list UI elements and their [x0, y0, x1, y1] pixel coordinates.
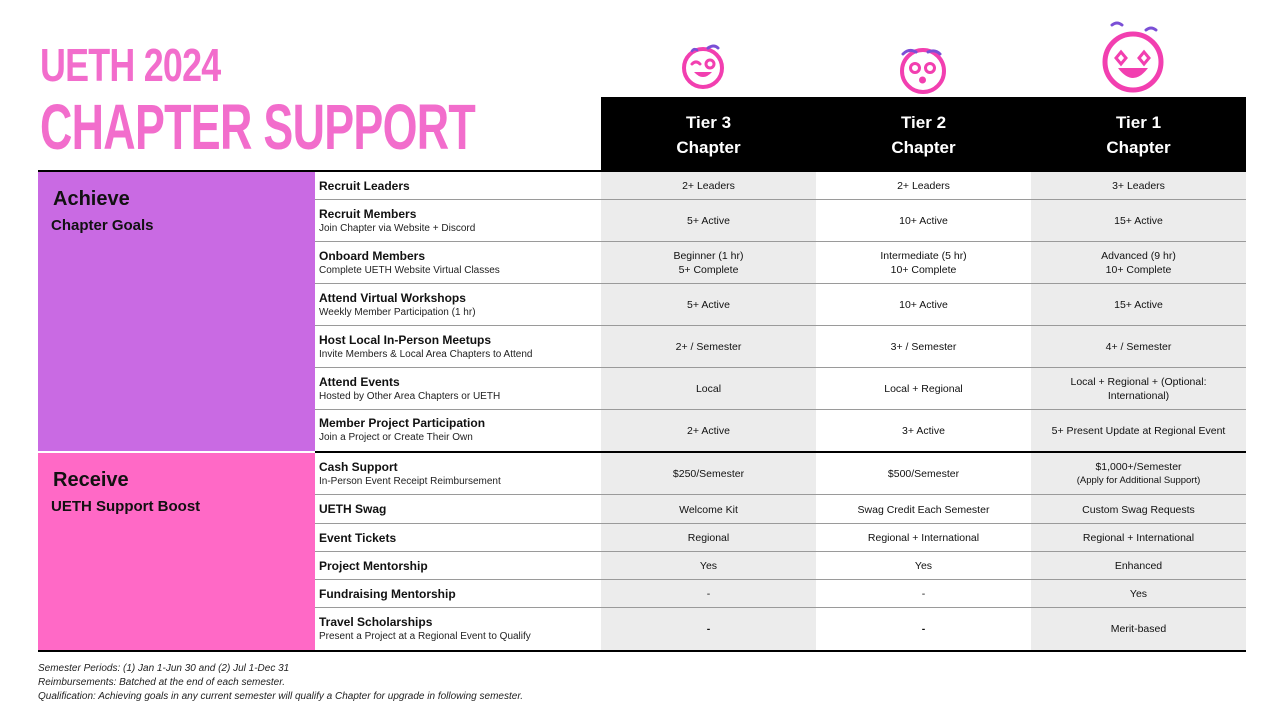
- tier3-value: -: [706, 588, 711, 600]
- tier2-cell: [816, 552, 1031, 580]
- tier-header: [601, 97, 1246, 172]
- table-row: [315, 608, 1246, 650]
- achieve-subtitle: Chapter Goals: [51, 217, 154, 234]
- row-subtitle: Weekly Member Participation (1 hr): [319, 306, 476, 318]
- footnotes: [38, 662, 523, 704]
- tier1-value: 15+ Active: [1114, 299, 1163, 311]
- row-label: [315, 200, 601, 242]
- row-label: [315, 453, 601, 495]
- tier2-cell: [816, 368, 1031, 410]
- tier2-cell: [816, 580, 1031, 608]
- tier3-value: $250/Semester: [672, 468, 745, 480]
- tier-3-chapter: Chapter: [676, 137, 741, 157]
- winking-face-icon: [680, 42, 728, 92]
- tier-2-name: Tier 2: [900, 112, 947, 132]
- tier2-value: Swag Credit Each Semester: [857, 503, 990, 516]
- row-subtitle: Complete UETH Website Virtual Classes: [319, 264, 500, 276]
- row-title: Recruit Members: [319, 206, 417, 221]
- tier3-cell: [601, 284, 816, 326]
- row-label: [315, 410, 601, 451]
- tier1-cell: [1031, 580, 1246, 608]
- row-title: Attend Events: [319, 374, 400, 389]
- tier1-value: 3+ Leaders: [1112, 180, 1165, 192]
- tier2-cell: [816, 200, 1031, 242]
- row-separator: [315, 409, 1246, 410]
- row-title: Host Local In-Person Meetups: [319, 332, 492, 347]
- tier3-cell: [601, 326, 816, 368]
- tier2-value: 10+ Complete: [890, 264, 957, 276]
- tier2-value: -: [921, 623, 926, 635]
- tier3-cell: [601, 453, 816, 495]
- tier1-cell: [1031, 524, 1246, 552]
- row-label: [315, 172, 601, 200]
- tier-2-header: [816, 97, 1031, 172]
- row-separator: [315, 283, 1246, 284]
- tier1-cell: [1031, 200, 1246, 242]
- tier3-value: Local: [695, 383, 722, 395]
- row-label: [315, 368, 601, 410]
- tier1-cell: [1031, 326, 1246, 368]
- tier1-value: 10+ Complete: [1105, 264, 1172, 276]
- tier3-cell: [601, 580, 816, 608]
- tier2-value: 10+ Active: [899, 215, 948, 227]
- tier1-value: Enhanced: [1114, 560, 1163, 572]
- tier2-cell: [816, 172, 1031, 200]
- tier2-cell: [816, 495, 1031, 524]
- table-row: [315, 368, 1246, 410]
- tier2-cell: [816, 410, 1031, 451]
- tier2-value: 3+ / Semester: [890, 341, 957, 353]
- tier2-cell: [816, 326, 1031, 368]
- table-row: [315, 326, 1246, 368]
- tier1-cell: [1031, 284, 1246, 326]
- tier2-value: 10+ Active: [899, 299, 948, 311]
- tier3-cell: [601, 172, 816, 200]
- row-title: Cash Support: [319, 459, 398, 474]
- row-label: [315, 284, 601, 326]
- tier1-value: Local + Regional + (Optional:: [1070, 376, 1207, 388]
- tier3-value: 2+ Active: [687, 424, 730, 437]
- tier3-cell: [601, 495, 816, 524]
- tier1-cell: [1031, 495, 1246, 524]
- table-row: [315, 552, 1246, 580]
- row-separator: [315, 579, 1246, 580]
- tier3-cell: [601, 608, 816, 650]
- tier3-value: Welcome Kit: [679, 503, 738, 516]
- tier-3-header: [601, 97, 816, 172]
- row-separator: [315, 199, 1246, 200]
- row-subtitle: Join Chapter via Website + Discord: [319, 222, 476, 234]
- row-subtitle: Invite Members & Local Area Chapters to Attend: [319, 348, 533, 360]
- tier3-value: 2+ Leaders: [682, 180, 735, 192]
- row-label: [315, 580, 601, 608]
- tier-3-name: Tier 3: [685, 112, 732, 132]
- tier3-value: 2+ / Semester: [675, 341, 742, 353]
- tier1-value: Yes: [1129, 588, 1148, 600]
- row-label: [315, 552, 601, 580]
- row-separator: [315, 607, 1246, 608]
- row-title: Onboard Members: [319, 248, 426, 263]
- tier2-value: 2+ Leaders: [897, 180, 950, 192]
- table-row: [315, 410, 1246, 451]
- tier2-value: -: [921, 588, 926, 600]
- tier3-value: Regional: [687, 532, 730, 544]
- table-bottom-rule: [38, 650, 1246, 652]
- row-label: [315, 495, 601, 524]
- note-reimbursements: Reimbursements: Batched at the end of each semester.: [38, 677, 285, 688]
- tier1-cell: [1031, 172, 1246, 200]
- table-row: [315, 284, 1246, 326]
- tier3-value: -: [706, 623, 711, 635]
- row-subtitle: Join a Project or Create Their Own: [319, 432, 473, 443]
- tier1-value: 5+ Present Update at Regional Event: [1051, 424, 1226, 437]
- note-qualification: Qualification: Achieving goals in any current semester will qualify a Chapter for upgrade in following semester.: [38, 691, 524, 702]
- tier1-cell: [1031, 552, 1246, 580]
- row-title: Recruit Leaders: [319, 178, 410, 193]
- row-subtitle: Present a Project at a Regional Event to Qualify: [319, 630, 531, 642]
- tier3-value: 5+ Active: [687, 215, 730, 227]
- achieve-title: Achieve: [53, 188, 130, 210]
- row-subtitle: In-Person Event Receipt Reimbursement: [319, 475, 501, 487]
- tier-1-header: [1031, 97, 1246, 172]
- tier3-value: Beginner (1 hr): [673, 250, 744, 262]
- row-separator: [315, 367, 1246, 368]
- tier1-value: Custom Swag Requests: [1082, 503, 1195, 516]
- row-separator: [315, 241, 1246, 242]
- tier3-cell: [601, 200, 816, 242]
- row-label: [315, 524, 601, 552]
- tier1-value: Advanced (9 hr): [1101, 250, 1176, 262]
- table-row: [315, 200, 1246, 242]
- row-title: Travel Scholarships: [319, 614, 433, 629]
- row-separator: [315, 523, 1246, 524]
- tier2-value: Local + Regional: [884, 383, 963, 395]
- tier1-value: International): [1107, 390, 1170, 402]
- receive-subtitle: UETH Support Boost: [51, 498, 201, 515]
- row-label: [315, 608, 601, 650]
- tier1-value: 15+ Active: [1114, 215, 1163, 227]
- row-title: Event Tickets: [319, 530, 397, 545]
- surprised-face-icon: [895, 44, 951, 96]
- tier-2-chapter: Chapter: [891, 137, 956, 157]
- table-row: [315, 495, 1246, 524]
- section-divider: [315, 451, 1246, 453]
- tier1-cell: [1031, 453, 1246, 495]
- tier2-value: Yes: [914, 560, 933, 572]
- table-row: [315, 524, 1246, 552]
- tier-1-chapter: Chapter: [1106, 137, 1171, 157]
- tier3-cell: [601, 410, 816, 451]
- tier2-value: Regional + International: [867, 532, 980, 544]
- page-title-line1: UETH 2024: [40, 39, 221, 91]
- tier2-cell: [816, 524, 1031, 552]
- tier1-value: Regional + International: [1082, 532, 1195, 544]
- tier2-value: $500/Semester: [887, 468, 960, 480]
- note-semester-periods: Semester Periods: (1) Jan 1-Jun 30 and (2) Jul 1-Dec 31: [38, 663, 290, 674]
- star-eyes-face-icon: [1100, 20, 1168, 94]
- tier2-cell: [816, 284, 1031, 326]
- row-title: Member Project Participation: [319, 416, 486, 430]
- tier2-cell: [816, 608, 1031, 650]
- page-title-line2: CHAPTER SUPPORT: [40, 91, 476, 163]
- row-separator: [315, 494, 1246, 495]
- tier3-cell: [601, 524, 816, 552]
- receive-title: Receive: [53, 469, 129, 491]
- table-row: [315, 242, 1246, 284]
- tier2-cell: [816, 242, 1031, 284]
- table-row: [315, 580, 1246, 608]
- row-label: [315, 326, 601, 368]
- row-subtitle: Hosted by Other Area Chapters or UETH: [319, 390, 501, 402]
- row-label: [315, 242, 601, 284]
- table-row: [315, 172, 1246, 200]
- tier3-value: 5+ Complete: [678, 264, 739, 276]
- row-title: UETH Swag: [319, 502, 387, 516]
- receive-section: [38, 453, 315, 650]
- tier-1-name: Tier 1: [1115, 112, 1162, 132]
- tier1-cell: [1031, 242, 1246, 284]
- row-title: Attend Virtual Workshops: [319, 290, 466, 305]
- tier1-value: (Apply for Additional Support): [1076, 475, 1201, 486]
- tier1-cell: [1031, 410, 1246, 451]
- tier1-cell: [1031, 368, 1246, 410]
- tier2-value: 3+ Active: [902, 424, 945, 437]
- tier1-value: 4+ / Semester: [1105, 341, 1172, 353]
- tier3-cell: [601, 552, 816, 580]
- row-title: Project Mentorship: [319, 558, 428, 573]
- table-row: [315, 453, 1246, 495]
- achieve-section: [38, 172, 315, 451]
- tier3-cell: [601, 368, 816, 410]
- tier1-cell: [1031, 608, 1246, 650]
- row-separator: [315, 551, 1246, 552]
- tier1-value: Merit-based: [1110, 623, 1167, 635]
- tier3-cell: [601, 242, 816, 284]
- tier2-cell: [816, 453, 1031, 495]
- row-separator: [315, 325, 1246, 326]
- tier2-value: Intermediate (5 hr): [880, 250, 967, 262]
- row-title: Fundraising Mentorship: [319, 586, 456, 601]
- tier3-value: 5+ Active: [687, 299, 730, 311]
- tier1-value: $1,000+/Semester: [1095, 461, 1182, 473]
- tier3-value: Yes: [699, 560, 718, 572]
